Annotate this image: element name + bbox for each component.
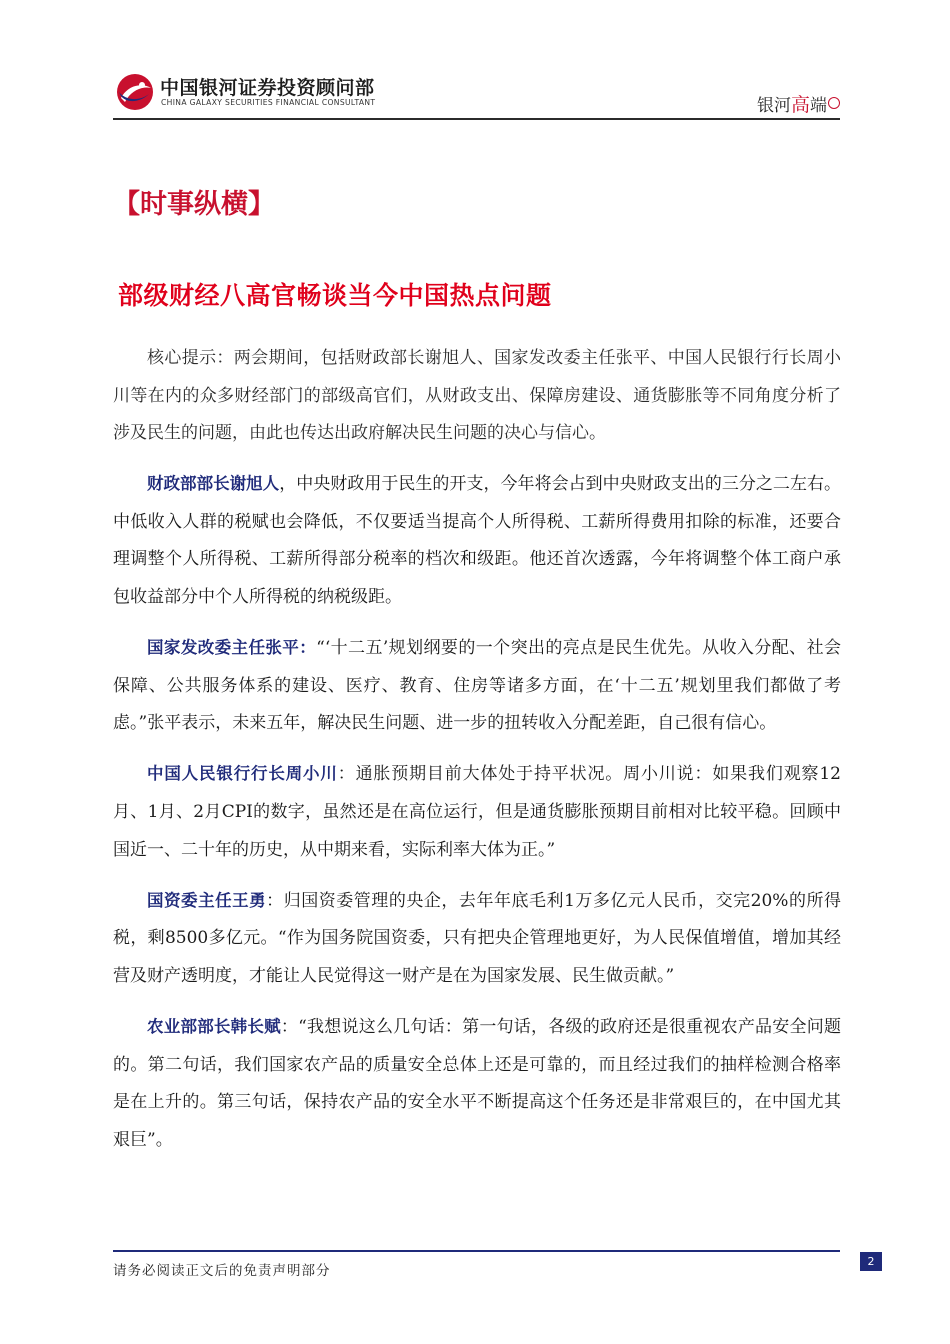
paragraph-agriculture-minister [113, 1008, 841, 1159]
paragraph-text: “‘十二五’规划纲要的一个突出的亮点是民生优先。从收入分配、社会保障、公共服务体系的建设、医疗、教育、住房等诸多方面，在‘十二五’规划里我们都做了考虑。”张平表示，未来五年，解决民生问题、进一步的扭转收入分配差距，自己很有信心。 [113, 638, 841, 734]
seal-icon [828, 97, 840, 109]
paragraph-text: ：归国资委管理的央企，去年年底毛利1万多亿元人民币，交完20%的所得税，剩8500多亿元。“作为国务院国资委，只有把央企管理地更好，为人民保值增值，增加其经营及财产透明度，才能让人民觉得这一财产是在为国家发展、民生做贡献。” [113, 890, 841, 986]
paragraph-text: ，中央财政用于民生的开支，今年将会占到中央财政支出的三分之二左右。中低收入人群的税赋也会降低，不仅要适当提高个人所得税、工薪所得费用扣除的标准，还要合理调整个人所得税、工薪所得部分税率的档次和级距。他还首次透露，今年将调整个体工商户承包收益部分中个人所得税的纳税级距。 [113, 474, 842, 608]
galaxy-logo-icon [115, 72, 155, 112]
paragraph-pboc-governor [113, 755, 841, 869]
paragraph-ndrc-director [113, 629, 841, 743]
brand-name-en: CHINA GALAXY SECURITIES FINANCIAL CONSULTANT [161, 98, 376, 107]
speaker-label: 中国人民银行行长周小川 [147, 764, 338, 784]
tagline-highlight: 高 [790, 94, 810, 116]
speaker-label: 国资委主任王勇 [147, 890, 267, 910]
section-title: 【时事纵横】 [113, 189, 275, 220]
article-body [113, 340, 841, 1172]
brand-name-cn: 中国银河证券投资顾问部 [160, 77, 375, 99]
paragraph-sasac-director [113, 882, 841, 996]
page-header [113, 70, 840, 116]
tagline [757, 90, 840, 117]
page-number: 2 [860, 1252, 882, 1271]
speaker-label: 财政部部长谢旭人 [147, 474, 280, 494]
header-divider [113, 118, 840, 120]
tagline-prefix: 银河 [756, 96, 791, 116]
article-title: 部级财经八高官畅谈当今中国热点问题 [118, 281, 552, 310]
paragraph-text: 核心提示：两会期间，包括财政部长谢旭人、国家发改委主任张平、中国人民银行行长周小川等在内的众多财经部门的部级高官们，从财政支出、保障房建设、通货膨胀等不同角度分析了涉及民生的问题，由此也传达出政府解决民生问题的决心与信心。 [113, 348, 841, 444]
disclaimer-note: 请务必阅读正文后的免责声明部分 [113, 1263, 331, 1279]
paragraph-text: ：通胀预期目前大体处于持平状况。周小川说：如果我们观察12月、1月、2月CPI的数字，虽然还是在高位运行，但是通货膨胀预期目前相对比较平稳。回顾中国近一、二十年的历史，从中期来看，实际利率大体为正。” [113, 764, 842, 860]
paragraph-finance-minister [113, 465, 841, 616]
paragraph-text: ：“我想说这么几句话：第一句话，各级的政府还是很重视农产品安全问题的。第二句话，我们国家农产品的质量安全总体上还是可靠的，而且经过我们的抽样检测合格率是在上升的。第三句话，保持农产品的安全水平不断提高这个任务还是非常艰巨的，在中国尤其艰巨”。 [113, 1017, 841, 1150]
speaker-label: 国家发改委主任张平： [147, 638, 317, 658]
speaker-label: 农业部部长韩长赋 [147, 1017, 281, 1036]
lead-paragraph [113, 340, 841, 453]
footer-divider [113, 1250, 840, 1252]
tagline-suffix: 端 [810, 96, 827, 116]
